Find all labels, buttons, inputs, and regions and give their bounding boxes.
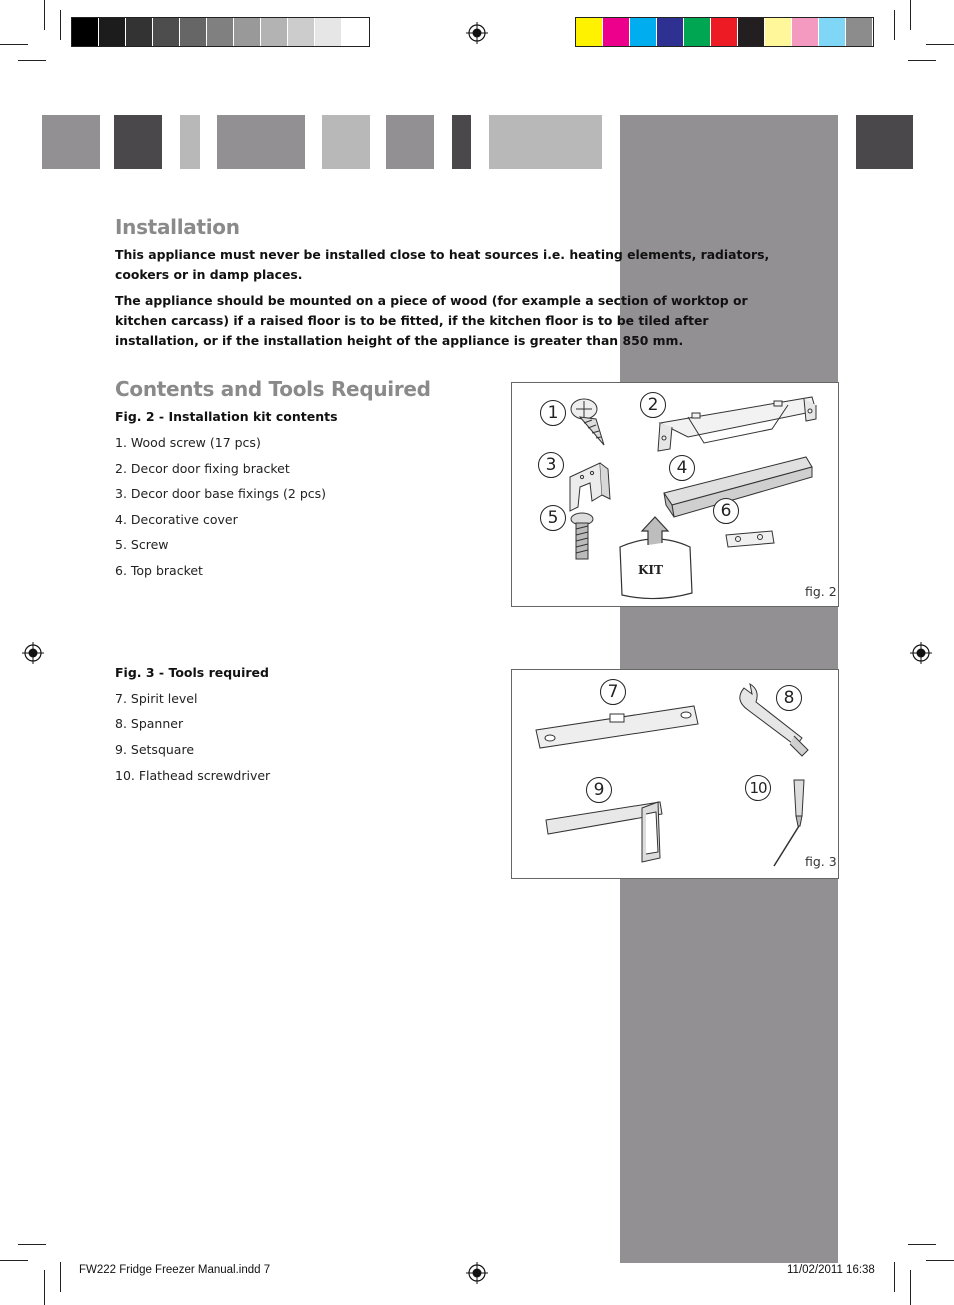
header-tab-block (322, 115, 370, 169)
callout-number: 10 (745, 775, 771, 801)
header-tab-block (180, 115, 200, 169)
crop-mark (908, 1244, 936, 1245)
calibration-swatch (288, 18, 315, 46)
list-item: 3. Decor door base fixings (2 pcs) (115, 486, 327, 501)
kit-label: KIT (638, 563, 663, 577)
crop-mark (926, 1260, 954, 1261)
calibration-swatch (684, 18, 711, 46)
registration-mark-icon (910, 642, 932, 664)
fig2-label: fig. 2 (805, 584, 837, 599)
crop-mark (44, 1270, 45, 1305)
calibration-swatch (315, 18, 342, 46)
calibration-swatch (180, 18, 207, 46)
decor-door-fixing-bracket-icon (658, 397, 816, 451)
crop-mark (44, 0, 45, 30)
crop-mark (894, 10, 895, 40)
callout-number: 9 (586, 777, 612, 803)
installation-heading: Installation (115, 215, 240, 239)
crop-mark (60, 1262, 61, 1292)
fig3-illustration (511, 669, 839, 879)
list-item: 4. Decorative cover (115, 512, 238, 527)
header-tab-block (42, 115, 100, 169)
calibration-swatch (657, 18, 684, 46)
callout-number: 5 (540, 505, 566, 531)
screw-icon (571, 513, 593, 559)
list-item: 8. Spanner (115, 716, 184, 731)
grayscale-calibration-bar (71, 17, 370, 47)
list-item: 6. Top bracket (115, 563, 203, 578)
list-item: 7. Spirit level (115, 691, 198, 706)
calibration-swatch (126, 18, 153, 46)
crop-mark (910, 0, 911, 30)
calibration-swatch (72, 18, 99, 46)
footer-file-name: FW222 Fridge Freezer Manual.indd 7 (79, 1264, 271, 1276)
crop-mark (18, 60, 46, 61)
callout-number: 6 (713, 498, 739, 524)
callout-number: 8 (776, 685, 802, 711)
header-tab-block (114, 115, 162, 169)
spirit-level-icon (536, 706, 698, 748)
calibration-swatch (603, 18, 630, 46)
calibration-swatch (342, 18, 369, 46)
header-tab-block (386, 115, 434, 169)
calibration-swatch (765, 18, 792, 46)
calibration-swatch (153, 18, 180, 46)
kit-bag-icon (620, 517, 692, 599)
header-tab-block (856, 115, 913, 169)
contents-heading: Contents and Tools Required (115, 377, 431, 401)
calibration-swatch (711, 18, 738, 46)
crop-mark (0, 1260, 28, 1261)
header-tab-block (489, 115, 602, 169)
calibration-swatch (99, 18, 126, 46)
calibration-swatch (261, 18, 288, 46)
fig3-label: fig. 3 (805, 854, 837, 869)
list-item: 5. Screw (115, 537, 169, 552)
setsquare-icon (546, 802, 662, 862)
crop-mark (926, 44, 954, 45)
header-tab-block (452, 115, 471, 169)
fig2-illustration (511, 382, 839, 607)
fig2-list-title: Fig. 2 - Installation kit contents (115, 409, 338, 424)
calibration-swatch (234, 18, 261, 46)
list-item: 9. Setsquare (115, 742, 195, 757)
crop-mark (908, 60, 936, 61)
color-calibration-bar (575, 17, 874, 47)
top-bracket-icon (726, 531, 774, 547)
list-item: 10. Flathead screwdriver (115, 768, 271, 783)
list-item: 2. Decor door fixing bracket (115, 461, 290, 476)
header-tab-block (217, 115, 305, 169)
calibration-swatch (819, 18, 846, 46)
fig3-list-title: Fig. 3 - Tools required (115, 665, 269, 680)
calibration-swatch (630, 18, 657, 46)
registration-mark-icon (466, 22, 488, 44)
screwdriver-icon (774, 780, 804, 866)
installation-paragraph-1: This appliance must never be installed close to heat sources i.e. heating elements, radiators, cookers or in damp places. (115, 247, 770, 282)
installation-paragraph-2: The appliance should be mounted on a piece of wood (for example a section of worktop or kitchen carcass) if a raised floor is to be fitted, if the kitchen floor is to be tiled after installation, or if the installation height of the appliance is greater than 850 mm. (115, 293, 748, 348)
decor-door-base-fixing-icon (570, 463, 610, 511)
callout-number: 3 (538, 452, 564, 478)
crop-mark (894, 1262, 895, 1292)
calibration-swatch (576, 18, 603, 46)
registration-mark-icon (22, 642, 44, 664)
callout-number: 4 (669, 455, 695, 481)
wood-screw-icon (571, 399, 604, 445)
footer-timestamp: 11/02/2011 16:38 (787, 1264, 875, 1276)
calibration-swatch (207, 18, 234, 46)
list-item: 1. Wood screw (17 pcs) (115, 435, 261, 450)
crop-mark (0, 44, 28, 45)
callout-number: 1 (540, 400, 566, 426)
calibration-swatch (846, 18, 873, 46)
callout-number: 2 (640, 392, 666, 418)
callout-number: 7 (600, 679, 626, 705)
crop-mark (60, 10, 61, 40)
registration-mark-icon (466, 1262, 488, 1284)
crop-mark (910, 1270, 911, 1305)
calibration-swatch (738, 18, 765, 46)
crop-mark (18, 1244, 46, 1245)
calibration-swatch (792, 18, 819, 46)
